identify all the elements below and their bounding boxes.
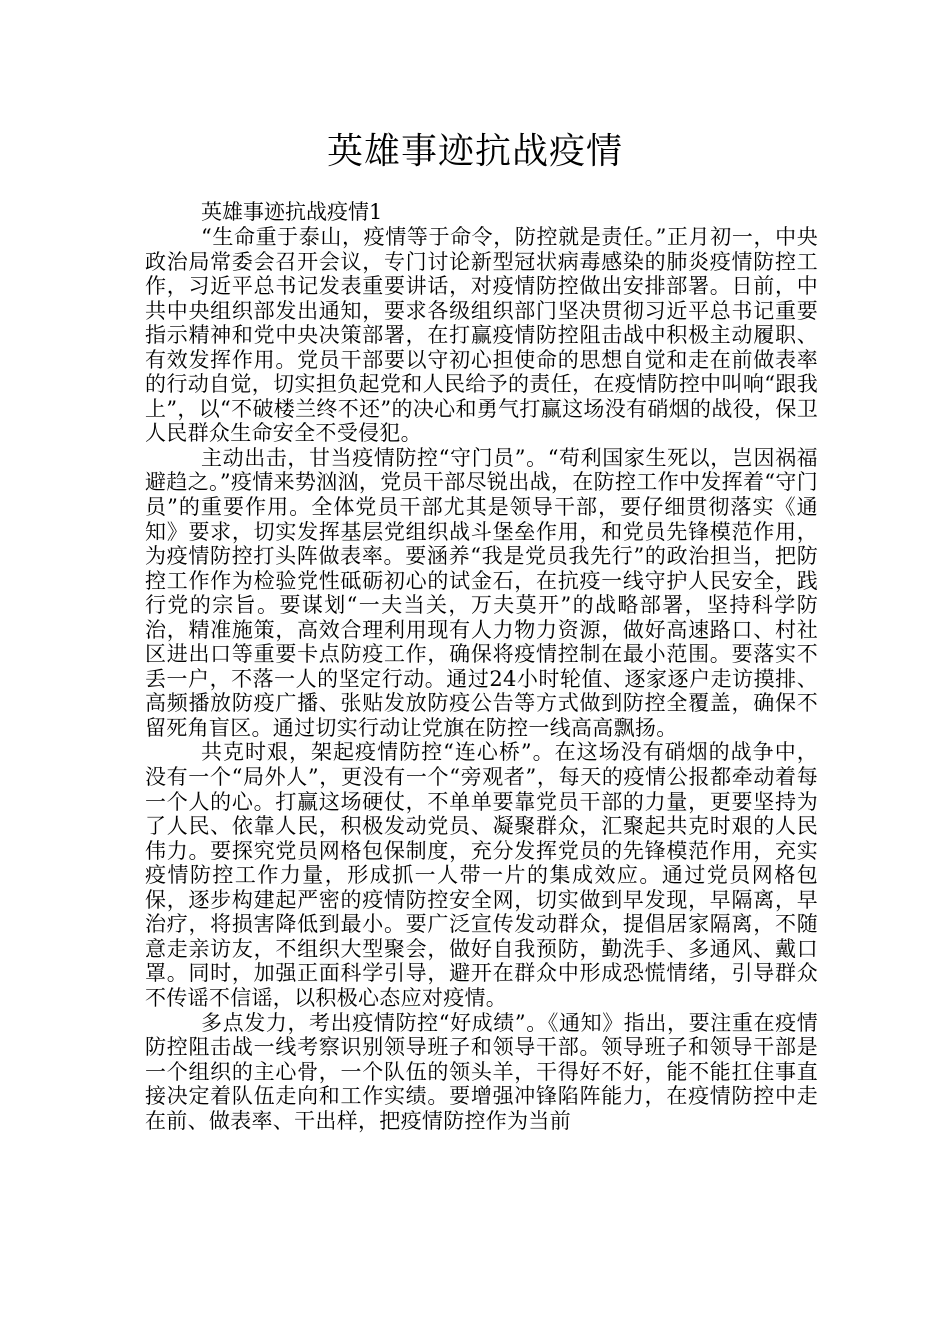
document-body [145, 200, 818, 1133]
paragraph-2: 主动出击，甘当疫情防控“守门员”。“苟利国家生死以，岂因祸福避趋之。”疫情来势汹汹，党员干部尽锐出战，在防控工作中发挥着“守门员”的重要作用。全体党员干部尤其是领导干部，要仔细贯彻落实《通知》要求，切实发挥基层党组织战斗堡垒作用，和党员先锋模范作用，为疫情防控打头阵做表率。要涵养“我是党员我先行”的政治担当，把防控工作作为检验党性砥砺初心的试金石，在抗疫一线守护人民安全，践行党的宗旨。要谋划“一夫当关，万夫莫开”的战略部署，坚持科学防治，精准施策，高效合理利用现有人力物力资源，做好高速路口、村社区进出口等重要卡点防疫工作，确保将疫情控制在最小范围。要落实不丢一户，不落一人的坚定行动。通过24小时轮值、逐家逐户走访摸排、高频播放防疫广播、张贴发放防疫公告等方式做到防控全覆盖，确保不留死角盲区。通过切实行动让党旗在防控一线高高飘扬。 [145, 445, 818, 740]
paragraph-3: 共克时艰，架起疫情防控“连心桥”。在这场没有硝烟的战争中，没有一个“局外人”，更没有一个“旁观者”，每天的疫情公报都牵动着每一个人的心。打赢这场硬仗，不单单要靠党员干部的力量，更要坚持为了人民、依靠人民，积极发动党员、凝聚群众，汇聚起共克时艰的人民伟力。要探究党员网格包保制度，充分发挥党员的先锋模范作用，充实疫情防控工作力量，形成抓一人带一片的集成效应。通过党员网格包保，逐步构建起严密的疫情防控安全网，切实做到早发现，早隔离，早治疗，将损害降低到最小。要广泛宣传发动群众，提倡居家隔离，不随意走亲访友，不组织大型聚会，做好自我预防，勤洗手、多通风、戴口罩。同时，加强正面科学引导，避开在群众中形成恐慌情绪，引导群众不传谣不信谣，以积极心态应对疫情。 [145, 740, 818, 1010]
section-subtitle: 英雄事迹抗战疫情1 [201, 200, 383, 224]
paragraph-1: “生命重于泰山，疫情等于命令，防控就是责任。”正月初一，中央政治局常委会召开会议，专门讨论新型冠状病毒感染的肺炎疫情防控工作，习近平总书记发表重要讲话，对疫情防控做出安排部署。日前，中共中央组织部发出通知，要求各级组织部门坚决贯彻习近平总书记重要指示精神和党中央决策部署，在打赢疫情防控阻击战中积极主动履职、有效发挥作用。党员干部要以守初心担使命的思想自觉和走在前做表率的行动自觉，切实担负起党和人民给予的责任，在疫情防控中叫响“跟我上”，以“不破楼兰终不还”的决心和勇气打赢这场没有硝烟的战役，保卫人民群众生命安全不受侵犯。 [145, 225, 818, 446]
document-title: 英雄事迹抗战疫情 [326, 131, 623, 172]
paragraph-4: 多点发力，考出疫情防控“好成绩”。《通知》指出，要注重在疫情防控阻击战一线考察识别领导班子和领导干部。领导班子和领导干部是一个组织的主心骨，一个队伍的领头羊，干得好不好，能不能扛住事直接决定着队伍走向和工作实绩。要增强冲锋陷阵能力，在疫情防控中走在前、做表率、干出样，把疫情防控作为当前 [145, 1010, 818, 1133]
